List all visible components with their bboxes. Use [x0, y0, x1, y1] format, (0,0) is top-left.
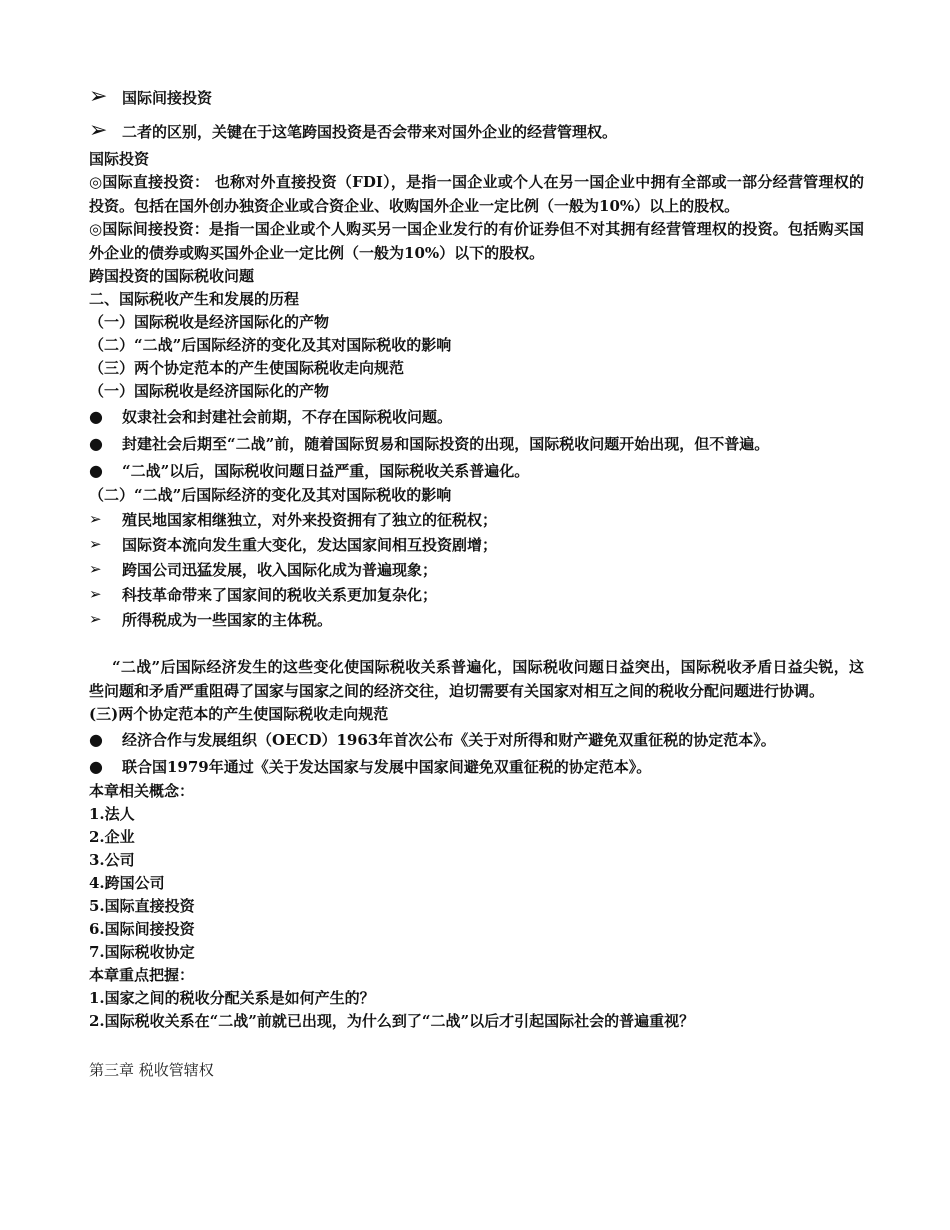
concept-item: 4.跨国公司 [89, 874, 165, 892]
arrow-list-item [89, 114, 864, 148]
outline-line: 跨国投资的国际税收问题 [89, 267, 255, 285]
concepts-heading: 本章相关概念： [89, 782, 195, 800]
arrow-bullet-icon: ➢ [89, 510, 102, 528]
outline-line: （三）两个协定范本的产生使国际税收走向规范 [89, 359, 405, 377]
arrow-list-item [89, 80, 864, 114]
dot-list-item [89, 457, 864, 484]
paragraph-fdi: ◎国际直接投资： 也称对外直接投资（FDI），是指一国企业或个人在另一国企业中拥有全部或一部分经营管理权的投资。包括在国外创办独资企业或合资企业、收购国外企业一定比例（一般为10%）以上的股权。 [89, 173, 864, 215]
list-item-text: 国际资本流向发生重大变化，发达国家间相互投资剧增； [122, 536, 498, 554]
dot-bullet-icon: ● [89, 460, 103, 480]
arrow-bullet-icon: ➢ [89, 585, 102, 603]
concept-item: 3.公司 [89, 851, 135, 869]
list-item-text: 跨国公司迅猛发展，收入国际化成为普遍现象； [122, 561, 438, 579]
arrow-bullet-icon: ➢ [89, 610, 102, 628]
concept-item: 2.企业 [89, 828, 135, 846]
arrow-list-item [89, 557, 864, 582]
arrow-bullet-icon: ➢ [89, 560, 102, 578]
keypoints-heading: 本章重点把握： [89, 966, 195, 984]
dot-bullet-icon: ● [89, 406, 103, 426]
dot-bullet-icon: ● [89, 756, 103, 776]
list-item-text: 联合国1979年通过《关于发达国家与发展中国家间避免双重征税的协定范本》。 [122, 758, 652, 776]
list-item-text: 二者的区别，关键在于这笔跨国投资是否会带来对国外企业的经营管理权。 [122, 122, 618, 141]
paragraph-indirect-investment: ◎国际间接投资：是指一国企业或个人购买另一国企业发行的有价证券但不对其拥有经营管理权的投资。包括购买国外企业的债券或购买国外企业一定比例（一般为10%）以下的股权。 [89, 220, 864, 262]
outline-line: （一）国际税收是经济国际化的产物 [89, 382, 330, 400]
outline-line: （一）国际税收是经济国际化的产物 [89, 313, 330, 331]
arrow-list-item [89, 582, 864, 607]
arrow-list-item [89, 607, 864, 632]
outline-line: 二、国际税收产生和发展的历程 [89, 290, 300, 308]
section-heading: (三)两个协定范本的产生使国际税收走向规范 [89, 705, 389, 723]
list-item-text: 科技革命带来了国家间的税收关系更加复杂化； [122, 586, 438, 604]
outline-line: （二）“二战”后国际经济的变化及其对国际税收的影响 [89, 336, 452, 354]
dot-list-item [89, 430, 864, 457]
list-item-text: 封建社会后期至“二战”前，随着国际贸易和国际投资的出现，国际税收问题开始出现，但不普遍。 [122, 435, 770, 453]
list-item-text: 国际间接投资 [122, 88, 213, 107]
list-item-text: 殖民地国家相继独立，对外来投资拥有了独立的征税权； [122, 511, 498, 529]
dot-list-item [89, 753, 864, 780]
keypoint-item: 1.国家之间的税收分配关系是如何产生的？ [89, 989, 375, 1007]
section-heading: （二）“二战”后国际经济的变化及其对国际税收的影响 [89, 486, 452, 504]
list-item-text: “二战”以后，国际税收问题日益严重，国际税收关系普遍化。 [122, 462, 530, 480]
list-item-text: 奴隶社会和封建社会前期，不存在国际税收问题。 [122, 408, 453, 426]
list-item-text: 所得税成为一些国家的主体税。 [122, 611, 333, 629]
dot-list-item [89, 403, 864, 430]
arrow-list-item [89, 507, 864, 532]
spacer [89, 632, 864, 656]
keypoint-item: 2.国际税收关系在“二战”前就已出现，为什么到了“二战”以后才引起国际社会的普遍重视？ [89, 1012, 695, 1030]
paragraph-postwar-summary: “二战”后国际经济发生的这些变化使国际税收关系普遍化，国际税收问题日益突出，国际税收矛盾日益尖锐，这些问题和矛盾严重阻碍了国家与国家之间的经济交往，迫切需要有关国家对相互之间的税收分配问题进行协调。 [89, 658, 864, 700]
list-item-text: 经济合作与发展组织（OECD）1963年首次公布《关于对所得和财产避免双重征税的协定范本》。 [122, 731, 776, 749]
concept-item: 7.国际税收协定 [89, 943, 195, 961]
arrow-list-item [89, 532, 864, 557]
concept-item: 6.国际间接投资 [89, 920, 195, 938]
section-heading: 国际投资 [89, 150, 150, 168]
next-chapter-title: 第三章 税收管辖权 [89, 1061, 214, 1079]
document-page [89, 80, 864, 1082]
arrow-bullet-icon: ➢ [89, 118, 108, 143]
concept-item: 5.国际直接投资 [89, 897, 195, 915]
dot-bullet-icon: ● [89, 433, 103, 453]
concept-item: 1.法人 [89, 805, 135, 823]
arrow-bullet-icon: ➢ [89, 535, 102, 553]
arrow-bullet-icon: ➢ [89, 84, 108, 109]
dot-list-item [89, 726, 864, 753]
dot-bullet-icon: ● [89, 729, 103, 749]
